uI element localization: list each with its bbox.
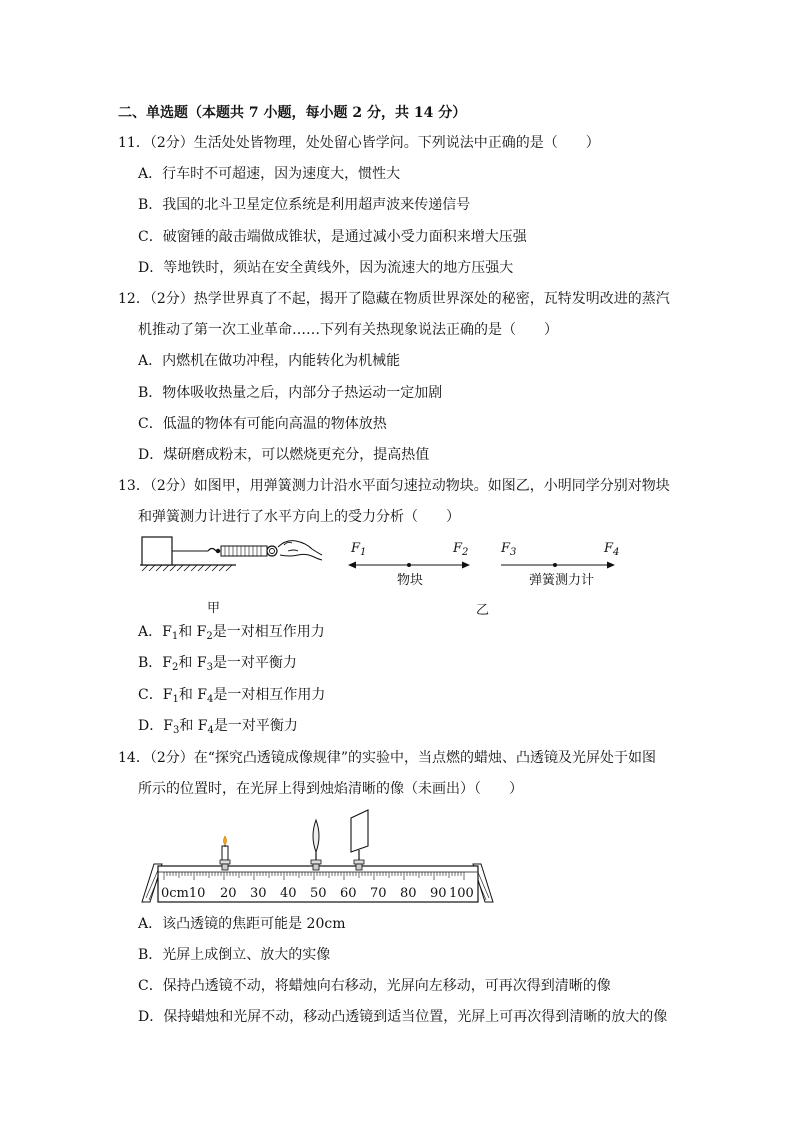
question-11-stem: 11．（2分）生活处处皆物理，处处留心皆学问。下列说法中正确的是（ ）: [118, 135, 600, 151]
bench-tick-label-90: 90: [430, 886, 447, 901]
figure-label-yi: 乙: [476, 603, 490, 618]
question-13-option-b: B．$F_2$和 $F_3$是一对平衡力: [138, 655, 297, 673]
question-11-option-c: C．破窗锤的敲击端做成锥状，是通过减小受力面积来增大压强: [138, 229, 527, 245]
bench-tick-label-30: 30: [250, 886, 267, 901]
question-13-option-c: C．$F_1$和 $F_4$是一对相互作用力: [138, 687, 326, 705]
question-12-option-c: C．低温的物体有可能向高温的物体放热: [138, 416, 387, 432]
question-14-option-c: C．保持凸透镜不动，将蜡烛向右移动，光屏向左移动，可再次得到清晰的像: [138, 978, 611, 994]
question-14-option-d: D．保持蜡烛和光屏不动，移动凸透镜到适当位置，光屏上可再次得到清晰的放大的像: [138, 1009, 668, 1025]
bench-tick-label-100: 100: [449, 886, 474, 901]
figure-jia-spring-scale-pulling-block: [138, 533, 328, 577]
bench-tick-label-70: 70: [370, 886, 387, 901]
force-label-f4: $F_4$: [604, 541, 620, 558]
question-14-option-a: A．该凸透镜的焦距可能是 20cm: [138, 916, 346, 932]
question-14-stem-line2: 所示的位置时，在光屏上得到烛焰清晰的像（未画出）（ ）: [138, 781, 523, 797]
bench-tick-label-80: 80: [400, 886, 417, 901]
question-12-option-a: A．内燃机在做功冲程，内能转化为机械能: [138, 353, 401, 369]
force-label-f1: $F_1$: [351, 541, 367, 558]
bench-tick-label-0: 0cm10: [161, 886, 206, 901]
spring-scale-label: 弹簧测力计: [529, 573, 595, 588]
section-title: 二、单选题（本题共 7 小题，每小题 2 分，共 14 分）: [118, 105, 467, 121]
question-11-option-a: A．行车时不可超速，因为速度大，惯性大: [138, 166, 401, 182]
question-12-option-b: B．物体吸收热量之后，内部分子热运动一定加剧: [138, 385, 443, 401]
bench-tick-label-20: 20: [220, 886, 237, 901]
bench-tick-label-50: 50: [310, 886, 327, 901]
force-label-f3: $F_3$: [501, 541, 517, 558]
question-13-stem-line1: 13．（2分）如图甲，用弹簧测力计沿水平面匀速拉动物块。如图乙，小明同学分别对物块: [118, 478, 670, 494]
question-11-option-d: D．等地铁时，须站在安全黄线外，因为流速大的地方压强大: [138, 260, 514, 276]
block-label: 物块: [397, 573, 424, 588]
question-11-option-b: B．我国的北斗卫星定位系统是利用超声波来传递信号: [138, 197, 471, 213]
bench-tick-label-60: 60: [340, 886, 357, 901]
question-13-stem-line2: 和弹簧测力计进行了水平方向上的受力分析（ ）: [138, 509, 460, 525]
bench-tick-label-40: 40: [280, 886, 297, 901]
question-13-option-d: D．$F_3$和 $F_4$是一对平衡力: [138, 718, 298, 736]
question-13-option-a: A．$F_1$和 $F_2$是一对相互作用力: [138, 624, 325, 642]
force-label-f2: $F_2$: [453, 541, 469, 558]
question-12-stem-line2: 机推动了第一次工业革命……下列有关热现象说法正确的是（ ）: [138, 322, 558, 338]
question-12-stem-line1: 12．（2分）热学世界真了不起，揭开了隐藏在物质世界深处的秘密，瓦特发明改进的蒸汽: [118, 291, 670, 307]
question-14-option-b: B．光屏上成倒立、放大的实像: [138, 947, 331, 963]
question-12-option-d: D．煤研磨成粉末，可以燃烧更充分，提高热值: [138, 447, 430, 463]
figure-label-jia: 甲: [207, 601, 221, 616]
question-14-stem-line1: 14．（2分）在“探究凸透镜成像规律”的实验中，当点燃的蜡烛、凸透镜及光屏处于如图: [118, 750, 657, 766]
